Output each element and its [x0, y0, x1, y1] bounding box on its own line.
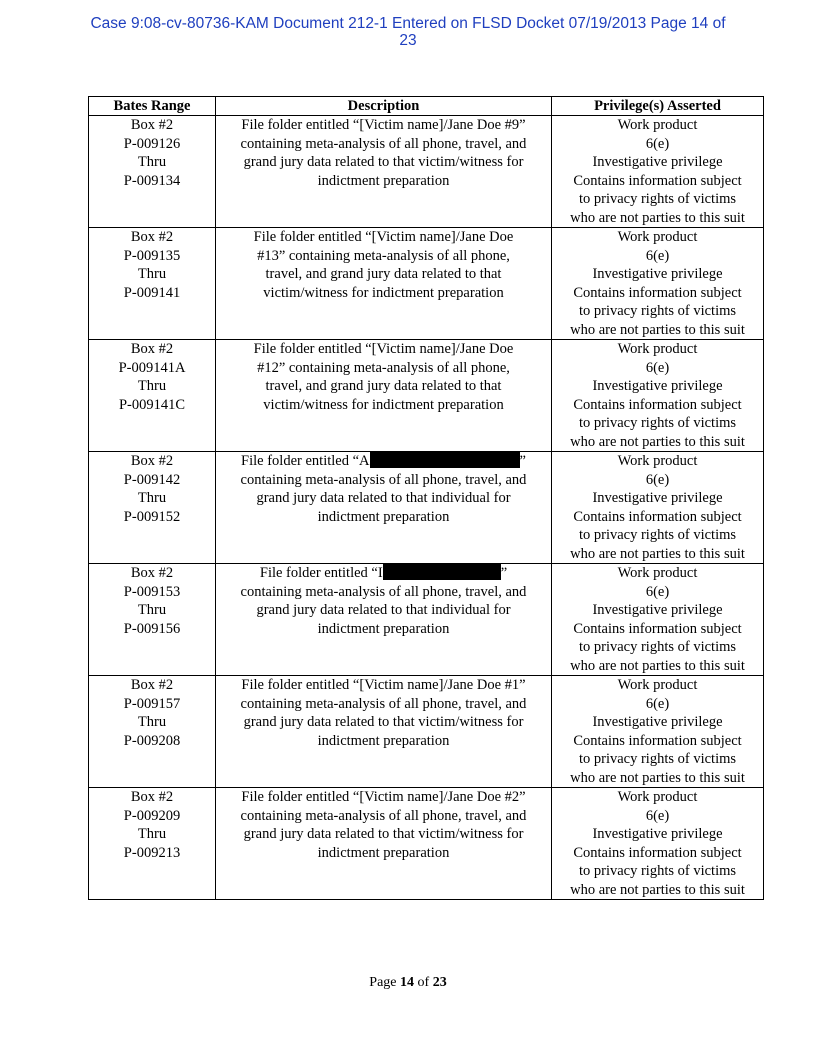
description-line: victim/witness for indictment preparation — [263, 284, 504, 301]
bates-line: Thru — [137, 826, 167, 842]
privilege-line: Contains information subject — [573, 844, 742, 861]
privileges-cell — [552, 788, 764, 900]
bates-line: Thru — [137, 490, 167, 506]
bates-range-cell — [89, 116, 216, 228]
privileges-cell — [552, 228, 764, 340]
privilege-line: Contains information subject — [573, 172, 742, 189]
privilege-line: to privacy rights of victims — [578, 415, 737, 431]
bates-line: Box #2 — [130, 341, 174, 357]
table-row — [89, 676, 764, 788]
description-line-redacted — [218, 452, 549, 471]
bates-line: Thru — [137, 154, 167, 170]
privileges-cell — [552, 676, 764, 788]
description-line: grand jury data related to that victim/witness for — [243, 826, 524, 842]
footer-page-number: 14 — [400, 975, 415, 990]
description-cell — [216, 676, 552, 788]
privilege-line: who are not parties to this suit — [570, 209, 745, 226]
footer-page-label: Page — [369, 975, 397, 990]
bates-range-cell — [89, 452, 216, 564]
bates-line: Box #2 — [130, 229, 174, 245]
privilege-line: Contains information subject — [573, 508, 742, 525]
privilege-line: who are not parties to this suit — [570, 545, 745, 562]
privilege-line: 6(e) — [645, 359, 670, 376]
footer-of-label: of — [417, 975, 430, 990]
privileges-cell — [552, 340, 764, 452]
bates-line: P-009142 — [123, 471, 181, 488]
bates-line: P-009141A — [118, 359, 186, 376]
privilege-line: to privacy rights of victims — [578, 527, 737, 543]
docket-header-line-1: Case 9:08-cv-80736-KAM Document 212-1 Entered on FLSD Docket 07/19/2013 Page 14 of — [90, 15, 726, 32]
bates-line: Box #2 — [130, 677, 174, 693]
table-row — [89, 340, 764, 452]
description-cell — [216, 564, 552, 676]
privilege-line: to privacy rights of victims — [578, 863, 737, 879]
privilege-line: Contains information subject — [573, 620, 742, 637]
description-line: grand jury data related to that victim/witness for — [243, 154, 524, 170]
bates-line: P-009153 — [123, 583, 181, 600]
redaction-bar — [370, 452, 520, 468]
column-header-bates-range: Bates Range — [89, 97, 216, 116]
description-line: grand jury data related to that victim/witness for — [243, 714, 524, 730]
privilege-line: 6(e) — [645, 583, 670, 600]
description-line: File folder entitled “[Victim name]/Jane Doe #2” — [241, 789, 526, 805]
privilege-line: Investigative privilege — [592, 602, 723, 618]
privilege-line: Work product — [617, 677, 698, 693]
bates-range-cell — [89, 340, 216, 452]
description-suffix: ” — [500, 565, 508, 581]
description-line: File folder entitled “[Victim name]/Jane Doe #1” — [241, 677, 526, 693]
privilege-line: 6(e) — [645, 471, 670, 488]
bates-line: Box #2 — [130, 789, 174, 805]
description-prefix: File folder entitled “I — [259, 565, 383, 581]
privilege-line: Investigative privilege — [592, 826, 723, 842]
description-cell — [216, 228, 552, 340]
table-row — [89, 788, 764, 900]
table-row — [89, 564, 764, 676]
description-line: indictment preparation — [317, 508, 450, 525]
description-line: travel, and grand jury data related to that — [265, 378, 502, 394]
privilege-line: Work product — [617, 453, 698, 469]
bates-line: Thru — [137, 266, 167, 282]
description-line: #12” containing meta-analysis of all phone, — [257, 359, 510, 376]
description-line: indictment preparation — [317, 844, 450, 861]
privilege-line: who are not parties to this suit — [570, 321, 745, 338]
footer-page-total: 23 — [432, 975, 447, 990]
privilege-line: Investigative privilege — [592, 490, 723, 506]
table-row — [89, 116, 764, 228]
privilege-line: Work product — [617, 117, 698, 133]
description-line: #13” containing meta-analysis of all phone, — [257, 247, 510, 264]
description-prefix: File folder entitled “A — [241, 453, 370, 469]
bates-line: Thru — [137, 602, 167, 618]
bates-line: Thru — [137, 378, 167, 394]
bates-line: P-009152 — [123, 508, 181, 525]
table-row — [89, 452, 764, 564]
privilege-line: Investigative privilege — [592, 154, 723, 170]
privilege-line: Work product — [617, 229, 698, 245]
bates-line: P-009126 — [123, 135, 181, 152]
description-line: victim/witness for indictment preparation — [263, 396, 504, 413]
description-suffix: ” — [519, 453, 526, 469]
privilege-log-table — [88, 96, 764, 900]
bates-range-cell — [89, 228, 216, 340]
bates-line: P-009141 — [123, 284, 181, 301]
privilege-line: who are not parties to this suit — [570, 881, 745, 898]
privilege-line: Investigative privilege — [592, 714, 723, 730]
description-line: File folder entitled “[Victim name]/Jane Doe #9” — [241, 117, 526, 133]
page-footer — [0, 975, 816, 991]
bates-line: Box #2 — [130, 565, 174, 581]
privileges-cell — [552, 452, 764, 564]
privilege-line: 6(e) — [645, 807, 670, 824]
description-cell — [216, 788, 552, 900]
description-line: File folder entitled “[Victim name]/Jane Doe — [253, 229, 514, 245]
privilege-line: Work product — [617, 789, 698, 805]
description-line: indictment preparation — [317, 620, 450, 637]
privilege-line: who are not parties to this suit — [570, 769, 745, 786]
privilege-line: Investigative privilege — [592, 266, 723, 282]
docket-header — [60, 15, 756, 49]
bates-line: P-009156 — [123, 620, 181, 637]
description-line: grand jury data related to that individual for — [256, 602, 511, 618]
privileges-cell — [552, 116, 764, 228]
redaction-bar — [383, 564, 501, 580]
privilege-line: to privacy rights of victims — [578, 639, 737, 655]
description-line: containing meta-analysis of all phone, travel, and — [240, 135, 527, 152]
bates-line: P-009135 — [123, 247, 181, 264]
privilege-line: Contains information subject — [573, 284, 742, 301]
bates-range-cell — [89, 676, 216, 788]
column-header-privileges: Privilege(s) Asserted — [552, 97, 764, 116]
privilege-line: 6(e) — [645, 695, 670, 712]
privilege-line: who are not parties to this suit — [570, 433, 745, 450]
table-header-row — [89, 97, 764, 116]
description-cell — [216, 116, 552, 228]
bates-line: P-009141C — [118, 396, 186, 413]
description-line: containing meta-analysis of all phone, travel, and — [240, 471, 527, 488]
bates-line: P-009208 — [123, 732, 181, 749]
description-cell — [216, 452, 552, 564]
docket-header-line-2: 23 — [399, 32, 417, 49]
description-line: indictment preparation — [317, 172, 450, 189]
description-line: grand jury data related to that individual for — [256, 490, 511, 506]
privilege-line: Contains information subject — [573, 732, 742, 749]
description-line: containing meta-analysis of all phone, travel, and — [240, 695, 527, 712]
privilege-line: 6(e) — [645, 247, 670, 264]
bates-line: Box #2 — [130, 117, 174, 133]
table-row — [89, 228, 764, 340]
description-line: containing meta-analysis of all phone, travel, and — [240, 807, 527, 824]
bates-line: P-009157 — [123, 695, 181, 712]
bates-range-cell — [89, 788, 216, 900]
privileges-cell — [552, 564, 764, 676]
bates-line: P-009134 — [123, 172, 181, 189]
bates-line: Thru — [137, 714, 167, 730]
description-line: File folder entitled “[Victim name]/Jane Doe — [253, 341, 514, 357]
bates-line: P-009213 — [123, 844, 181, 861]
column-header-description: Description — [216, 97, 552, 116]
privilege-line: Investigative privilege — [592, 378, 723, 394]
privilege-line: 6(e) — [645, 135, 670, 152]
description-line: travel, and grand jury data related to that — [265, 266, 502, 282]
privilege-line: Work product — [617, 565, 698, 581]
privilege-line: who are not parties to this suit — [570, 657, 745, 674]
privilege-line: to privacy rights of victims — [578, 303, 737, 319]
privilege-line: Work product — [617, 341, 698, 357]
description-cell — [216, 340, 552, 452]
description-line: containing meta-analysis of all phone, travel, and — [240, 583, 527, 600]
description-line: indictment preparation — [317, 732, 450, 749]
privilege-line: to privacy rights of victims — [578, 751, 737, 767]
description-line-redacted — [218, 564, 549, 583]
privilege-line: to privacy rights of victims — [578, 191, 737, 207]
bates-line: P-009209 — [123, 807, 181, 824]
bates-range-cell — [89, 564, 216, 676]
bates-line: Box #2 — [130, 453, 174, 469]
privilege-line: Contains information subject — [573, 396, 742, 413]
